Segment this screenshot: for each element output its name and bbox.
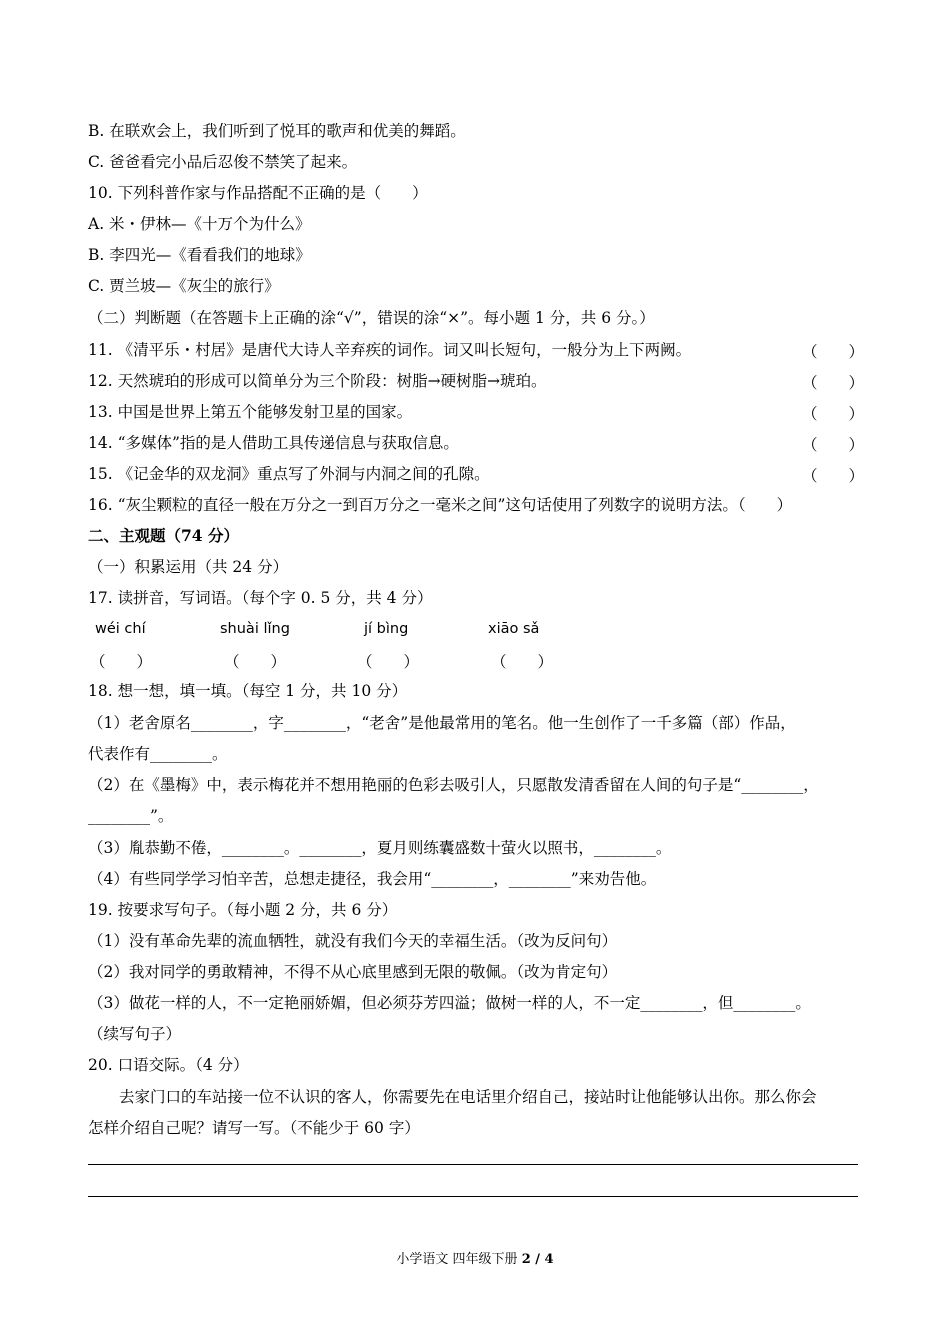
q15-text: 15. 《记金华的双龙洞》重点写了外洞与内洞之间的孔隙。 <box>88 465 490 483</box>
q17-answer-slot-1[interactable]: （ ） <box>90 653 153 671</box>
q14-answer-paren[interactable]: （ ） <box>801 436 864 454</box>
q14-text: 14. “多媒体”指的是人借助工具传递信息与获取信息。 <box>88 434 459 452</box>
q10-option-b: B. 李四光—《看看我们的地球》 <box>88 246 311 264</box>
q17-answer-slot-2[interactable]: （ ） <box>224 653 287 671</box>
q17-answer-slot-3[interactable]: （ ） <box>357 653 420 671</box>
q16-text: 16. “灰尘颗粒的直径一般在万分之一到百万分之一毫米之间”这句话使用了列数字的说明方法。（ ） <box>88 496 793 514</box>
q13-text: 13. 中国是世界上第五个能够发射卫星的国家。 <box>88 403 413 421</box>
pinyin-3: jí bìng <box>364 621 409 637</box>
q17-stem: 17. 读拼音，写词语。（每个字 0. 5 分，共 4 分） <box>88 589 433 607</box>
section-2-1-heading: （一）积累运用（共 24 分） <box>88 558 289 576</box>
q19-item-2: （2）我对同学的勇敢精神，不得不从心底里感到无限的敬佩。（改为肯定句） <box>88 963 618 981</box>
q20-stem: 20. 口语交际。（4 分） <box>88 1056 249 1074</box>
pinyin-4: xiāo sǎ <box>488 621 540 637</box>
answer-writing-line-2[interactable] <box>88 1196 858 1197</box>
page-footer <box>0 1248 950 1267</box>
q18-stem: 18. 想一想，填一填。（每空 1 分，共 10 分） <box>88 682 408 700</box>
footer-subject: 小学语文 四年级下册 <box>396 1252 518 1267</box>
section-judge-heading: （二）判断题（在答题卡上正确的涂“√”，错误的涂“×”。每小题 1 分，共 6 分。） <box>88 309 655 327</box>
q19-item-3-line-2: （续写句子） <box>88 1025 182 1043</box>
q15-answer-paren[interactable]: （ ） <box>801 467 864 485</box>
q10-option-c: C. 贾兰坡—《灰尘的旅行》 <box>88 277 280 295</box>
q10-stem: 10. 下列科普作家与作品搭配不正确的是（ ） <box>88 184 428 202</box>
q18-item-1-line-2: 代表作有________。 <box>88 745 228 763</box>
q20-paragraph-line-2: 怎样介绍自己呢？请写一写。（不能少于 60 字） <box>88 1119 420 1137</box>
q18-item-2-line-2: ________”。 <box>88 807 174 825</box>
pinyin-2: shuài lǐng <box>220 621 290 637</box>
q12-text: 12. 天然琥珀的形成可以简单分为三个阶段：树脂→硬树脂→琥珀。 <box>88 372 547 390</box>
q11-answer-paren[interactable]: （ ） <box>801 343 864 361</box>
q18-item-3: （3）胤恭勤不倦，________。________，夏月则练囊盛数十萤火以照书，________。 <box>88 839 672 857</box>
q10-option-a: A. 米・伊林—《十万个为什么》 <box>88 215 311 233</box>
q12-answer-paren[interactable]: （ ） <box>801 374 864 392</box>
q19-stem: 19. 按要求写句子。（每小题 2 分，共 6 分） <box>88 901 398 919</box>
q9-option-b: B. 在联欢会上，我们听到了悦耳的歌声和优美的舞蹈。 <box>88 122 466 140</box>
pinyin-1: wéi chí <box>95 621 146 637</box>
footer-page-number: 2 / 4 <box>521 1252 554 1267</box>
q18-item-4: （4）有些同学学习怕辛苦，总想走捷径，我会用“________，________”来劝告他。 <box>88 870 657 888</box>
q20-paragraph-line-1: 去家门口的车站接一位不认识的客人，你需要先在电话里介绍自己，接站时让他能够认出你。那么你会 <box>88 1088 817 1106</box>
q18-item-1-line-1: （1）老舍原名________，字________，“老舍”是他最常用的笔名。他一生创作了一千多篇（部）作品， <box>88 714 796 732</box>
q13-answer-paren[interactable]: （ ） <box>801 405 864 423</box>
answer-writing-line-1[interactable] <box>88 1164 858 1165</box>
q11-text: 11. 《清平乐・村居》是唐代大诗人辛弃疾的词作。词又叫长短句，一般分为上下两阙。 <box>88 341 692 359</box>
q19-item-1: （1）没有革命先辈的流血牺牲，就没有我们今天的幸福生活。（改为反问句） <box>88 932 618 950</box>
q18-item-2-line-1: （2）在《墨梅》中，表示梅花并不想用艳丽的色彩去吸引人，只愿散发清香留在人间的句子是“________， <box>88 776 819 794</box>
q19-item-3-line-1: （3）做花一样的人，不一定艳丽娇媚，但必须芬芳四溢；做树一样的人，不一定________，但________。 <box>88 994 811 1012</box>
q9-option-c: C. 爸爸看完小品后忍俊不禁笑了起来。 <box>88 153 358 171</box>
section-2-heading: 二、主观题（74 分） <box>88 526 239 545</box>
q17-answer-slot-4[interactable]: （ ） <box>491 653 554 671</box>
